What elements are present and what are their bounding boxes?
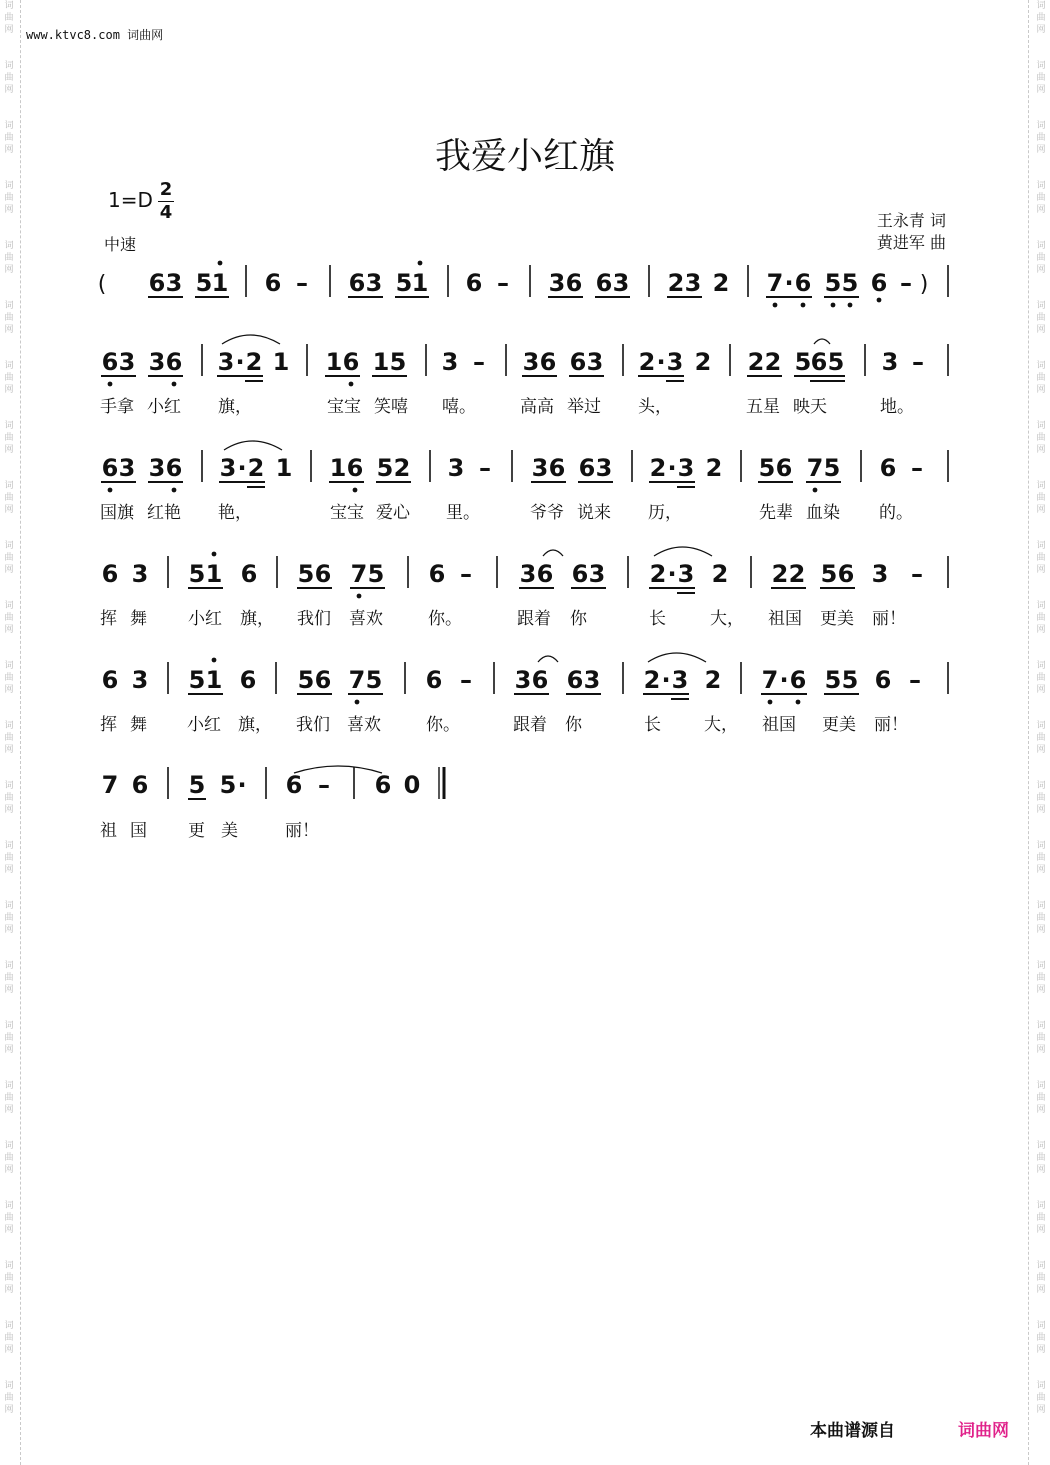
watermark-text: 词 曲 网 bbox=[4, 901, 14, 935]
lyric: 你 bbox=[570, 609, 587, 629]
note: 5 bbox=[297, 560, 315, 588]
slur-arc bbox=[538, 656, 558, 662]
watermark-text: 词 曲 网 bbox=[4, 1321, 14, 1355]
note: 6 bbox=[465, 269, 483, 297]
lyric: 宝宝 bbox=[330, 503, 364, 523]
note: 6 bbox=[101, 454, 119, 482]
note: 2 bbox=[704, 666, 722, 694]
song-title: 我爱小红旗 bbox=[434, 136, 615, 177]
composer: 黄进军 曲 bbox=[876, 233, 946, 252]
low-octave-dot bbox=[848, 303, 853, 308]
watermark-text: 词 曲 网 bbox=[4, 181, 14, 215]
note: 3 bbox=[612, 269, 630, 297]
note: 2 bbox=[694, 348, 712, 376]
lyric: 举过 bbox=[567, 397, 601, 417]
watermark-text: 词 曲 网 bbox=[1036, 541, 1046, 575]
note: 1 bbox=[329, 454, 347, 482]
watermark-text: 词 曲 网 bbox=[1036, 1021, 1046, 1055]
note: 6 bbox=[425, 666, 443, 694]
note: 5 bbox=[188, 666, 206, 694]
note: 5 bbox=[376, 454, 394, 482]
note: 6 bbox=[874, 666, 892, 694]
note: 5 bbox=[841, 269, 859, 297]
lyric: 舞 bbox=[130, 715, 147, 735]
note: – bbox=[479, 454, 491, 482]
note: 6 bbox=[240, 560, 258, 588]
note: 6 bbox=[165, 454, 183, 482]
note: 2 bbox=[638, 348, 656, 376]
note: 5 bbox=[758, 454, 776, 482]
high-octave-dot bbox=[212, 552, 217, 557]
time-top: 2 bbox=[159, 179, 173, 200]
note: 6 bbox=[346, 454, 364, 482]
lyric: 嘻。 bbox=[442, 397, 476, 417]
note: 3 bbox=[118, 348, 136, 376]
note: 1 bbox=[272, 348, 290, 376]
lyric: 更美 bbox=[822, 715, 856, 735]
time-bottom: 4 bbox=[159, 202, 173, 223]
tempo-marking: 中速 bbox=[104, 235, 137, 254]
lyric: 说来 bbox=[577, 503, 611, 523]
lyric: 你。 bbox=[428, 609, 462, 629]
note: 3 bbox=[148, 454, 166, 482]
low-octave-dot bbox=[357, 594, 362, 599]
note: 6 bbox=[595, 269, 613, 297]
lyric: 丽！ bbox=[872, 609, 906, 629]
note: · bbox=[237, 771, 247, 799]
note: 0 bbox=[403, 771, 421, 799]
note: 7 bbox=[101, 771, 119, 799]
note: 6 bbox=[264, 269, 282, 297]
watermark-text: 词 曲 网 bbox=[1036, 1201, 1046, 1235]
note: 5 bbox=[367, 560, 385, 588]
lyric: 我们 bbox=[297, 609, 331, 629]
note: 1 bbox=[325, 348, 343, 376]
slur-arc bbox=[654, 547, 712, 556]
lyric: 宝宝 bbox=[327, 397, 361, 417]
watermark-text: 词 曲 网 bbox=[1036, 1381, 1046, 1415]
note: 1 bbox=[372, 348, 390, 376]
watermark-text: 词 曲 网 bbox=[1036, 61, 1046, 95]
lyric: 爷爷 bbox=[530, 503, 564, 523]
note: 7 bbox=[766, 269, 784, 297]
note: 6 bbox=[569, 348, 587, 376]
watermark-text: 词 曲 网 bbox=[4, 361, 14, 395]
lyric: 地。 bbox=[880, 397, 914, 417]
lyric: 的。 bbox=[879, 503, 913, 523]
watermark-text: 词 曲 网 bbox=[4, 781, 14, 815]
watermark-text: 词 曲 网 bbox=[4, 1021, 14, 1055]
watermark-text: 词 曲 网 bbox=[4, 1201, 14, 1235]
note: 3 bbox=[671, 666, 689, 694]
lyric: 小红 bbox=[188, 609, 222, 629]
note: 6 bbox=[789, 666, 807, 694]
watermark-text: 词 曲 网 bbox=[1036, 1141, 1046, 1175]
watermark-text: 词 曲 网 bbox=[1036, 481, 1046, 515]
note: 6 bbox=[571, 560, 589, 588]
watermark-text: 词 曲 网 bbox=[1036, 721, 1046, 755]
watermark-text: 词 曲 网 bbox=[4, 421, 14, 455]
footer-source-name: 词曲网 bbox=[958, 1421, 1009, 1441]
note: 3 bbox=[871, 560, 889, 588]
lyric: 手拿 bbox=[100, 397, 134, 417]
note: 2 bbox=[649, 454, 667, 482]
low-octave-dot bbox=[768, 700, 773, 705]
watermark-text: 词 曲 网 bbox=[4, 301, 14, 335]
note: 2 bbox=[711, 560, 729, 588]
slur-arc bbox=[543, 550, 563, 556]
lyric: 祖国 bbox=[762, 715, 796, 735]
note: 7 bbox=[806, 454, 824, 482]
note: 2 bbox=[649, 560, 667, 588]
note: – bbox=[460, 666, 472, 694]
note: – bbox=[296, 269, 308, 297]
lyric: 大， bbox=[710, 609, 744, 629]
note: 1 bbox=[275, 454, 293, 482]
note: 5 bbox=[195, 269, 213, 297]
slur-arc bbox=[222, 335, 280, 344]
lyric: 旗， bbox=[238, 715, 272, 735]
note: – bbox=[473, 348, 485, 376]
note: 6 bbox=[566, 666, 584, 694]
watermark-text: 词 曲 网 bbox=[1036, 1, 1046, 35]
lyric: 舞 bbox=[130, 609, 147, 629]
note: 2 bbox=[705, 454, 723, 482]
note: 6 bbox=[374, 771, 392, 799]
lyric: 小红 bbox=[147, 397, 181, 417]
watermark-text: 词 曲 网 bbox=[4, 1381, 14, 1415]
note: – bbox=[911, 560, 923, 588]
lyric: 跟着 bbox=[513, 715, 547, 735]
note: · bbox=[667, 454, 677, 482]
lyricist: 王永青 词 bbox=[876, 211, 946, 230]
note: – bbox=[318, 771, 330, 799]
lyric: 五星 bbox=[746, 397, 780, 417]
note: · bbox=[235, 348, 245, 376]
note: 5 bbox=[824, 269, 842, 297]
high-octave-dot bbox=[418, 261, 423, 266]
lyric: 红艳 bbox=[147, 503, 181, 523]
watermark-text: 词 曲 网 bbox=[4, 1081, 14, 1115]
low-octave-dot bbox=[108, 382, 113, 387]
lyric: 里。 bbox=[446, 503, 480, 523]
lyric: 长 bbox=[649, 609, 666, 629]
note: 5 bbox=[841, 666, 859, 694]
note: 5 bbox=[827, 348, 845, 376]
slur-arc bbox=[224, 441, 282, 450]
lyric: 你。 bbox=[426, 715, 460, 735]
watermark-text: 词 曲 网 bbox=[4, 1261, 14, 1295]
note: 6 bbox=[536, 560, 554, 588]
watermark-text: 词 曲 网 bbox=[1036, 121, 1046, 155]
lyric: 大， bbox=[704, 715, 738, 735]
note: 6 bbox=[428, 560, 446, 588]
note: 3 bbox=[447, 454, 465, 482]
watermark-text: 词 曲 网 bbox=[4, 121, 14, 155]
note: · bbox=[784, 269, 794, 297]
lyric: 你 bbox=[565, 715, 582, 735]
note: 3 bbox=[217, 348, 235, 376]
note: – bbox=[911, 454, 923, 482]
note: 6 bbox=[539, 348, 557, 376]
note: 6 bbox=[314, 560, 332, 588]
high-octave-dot bbox=[218, 261, 223, 266]
watermark-text: 词 曲 网 bbox=[1036, 361, 1046, 395]
watermark-text: 词 曲 网 bbox=[1036, 901, 1046, 935]
note: 7 bbox=[350, 560, 368, 588]
note: 6 bbox=[879, 454, 897, 482]
watermark-text: 词 曲 网 bbox=[4, 541, 14, 575]
note: – bbox=[460, 560, 472, 588]
note: · bbox=[656, 348, 666, 376]
low-octave-dot bbox=[172, 382, 177, 387]
watermark-text: 词 曲 网 bbox=[4, 721, 14, 755]
note: 2 bbox=[712, 269, 730, 297]
note: 6 bbox=[870, 269, 888, 297]
note: 3 bbox=[165, 269, 183, 297]
high-octave-dot bbox=[212, 658, 217, 663]
note: 6 bbox=[148, 269, 166, 297]
watermark-text: 词 曲 网 bbox=[4, 241, 14, 275]
lyric: 挥 bbox=[100, 609, 117, 629]
note: 2 bbox=[245, 348, 263, 376]
note: 6 bbox=[837, 560, 855, 588]
note: 2 bbox=[788, 560, 806, 588]
note: 5 bbox=[823, 454, 841, 482]
note: 3 bbox=[595, 454, 613, 482]
low-octave-dot bbox=[813, 488, 818, 493]
watermark-text: 词 曲 网 bbox=[1036, 241, 1046, 275]
lyric: 艳， bbox=[218, 503, 252, 523]
note: 3 bbox=[586, 348, 604, 376]
note: 3 bbox=[666, 348, 684, 376]
note: · bbox=[667, 560, 677, 588]
note: 6 bbox=[794, 269, 812, 297]
note: 7 bbox=[761, 666, 779, 694]
note: · bbox=[237, 454, 247, 482]
note: 3 bbox=[588, 560, 606, 588]
slur-arc bbox=[648, 653, 706, 662]
watermark-text: 词 曲 网 bbox=[1036, 781, 1046, 815]
note: 6 bbox=[101, 560, 119, 588]
note: 5 bbox=[188, 560, 206, 588]
lyric: 更美 bbox=[820, 609, 854, 629]
note: 5 bbox=[824, 666, 842, 694]
lyric: 小红 bbox=[187, 715, 221, 735]
note: 6 bbox=[165, 348, 183, 376]
lyric: 国 bbox=[130, 821, 147, 841]
note: 6 bbox=[578, 454, 596, 482]
note: – bbox=[912, 348, 924, 376]
note: 3 bbox=[365, 269, 383, 297]
lyric: 高高 bbox=[520, 397, 554, 417]
lyric: 头， bbox=[638, 397, 672, 417]
low-octave-dot bbox=[801, 303, 806, 308]
watermark-text: 词 曲 网 bbox=[1036, 601, 1046, 635]
note: 2 bbox=[393, 454, 411, 482]
note: 3 bbox=[219, 454, 237, 482]
note: 5 bbox=[297, 666, 315, 694]
lyric: 旗， bbox=[240, 609, 274, 629]
low-octave-dot bbox=[773, 303, 778, 308]
note: 6 bbox=[101, 666, 119, 694]
low-octave-dot bbox=[831, 303, 836, 308]
watermark-text: 词 曲 网 bbox=[1036, 421, 1046, 455]
note: 2 bbox=[643, 666, 661, 694]
watermark-text: 词 曲 网 bbox=[4, 1, 14, 35]
watermark-text: 词 曲 网 bbox=[4, 601, 14, 635]
note: 6 bbox=[342, 348, 360, 376]
lyric: 祖 bbox=[100, 821, 117, 841]
note: 6 bbox=[314, 666, 332, 694]
watermark-text: 词 曲 网 bbox=[4, 661, 14, 695]
lyric: 丽！ bbox=[285, 821, 319, 841]
lyric: 我们 bbox=[296, 715, 330, 735]
note: 3 bbox=[118, 454, 136, 482]
tie-arc bbox=[294, 766, 382, 773]
key-signature: 1=D bbox=[108, 188, 153, 212]
lyric: 旗， bbox=[218, 397, 252, 417]
note: 5 bbox=[820, 560, 838, 588]
note: 3 bbox=[131, 666, 149, 694]
note: 2 bbox=[747, 348, 765, 376]
note: – bbox=[497, 269, 509, 297]
note: 1 bbox=[205, 666, 223, 694]
watermark-text: 词 曲 网 bbox=[1036, 841, 1046, 875]
note: 3 bbox=[677, 454, 695, 482]
low-octave-dot bbox=[349, 382, 354, 387]
note: ( bbox=[97, 272, 107, 297]
watermark-text: 词 曲 网 bbox=[1036, 661, 1046, 695]
note: 3 bbox=[522, 348, 540, 376]
lyric: 笑嘻 bbox=[374, 397, 408, 417]
note: 1 bbox=[411, 269, 429, 297]
lyric: 先辈 bbox=[759, 503, 793, 523]
note: 6 bbox=[531, 666, 549, 694]
note: – bbox=[909, 666, 921, 694]
note: 3 bbox=[881, 348, 899, 376]
note: 3 bbox=[531, 454, 549, 482]
low-octave-dot bbox=[877, 298, 882, 303]
low-octave-dot bbox=[353, 488, 358, 493]
lyric: 映天 bbox=[793, 397, 827, 417]
lyric: 国旗 bbox=[100, 503, 134, 523]
lyric: 爱心 bbox=[376, 503, 410, 523]
watermark-text: 词 曲 网 bbox=[1036, 1321, 1046, 1355]
watermark-text: 词 曲 网 bbox=[1036, 1261, 1046, 1295]
note: 3 bbox=[441, 348, 459, 376]
note: 6 bbox=[239, 666, 257, 694]
note: 5 bbox=[188, 771, 206, 799]
lyric: 历， bbox=[648, 503, 682, 523]
note: 6 bbox=[101, 348, 119, 376]
site-url: www.ktvc8.com 词曲网 bbox=[26, 28, 164, 42]
note: 5 bbox=[794, 348, 812, 376]
note: · bbox=[661, 666, 671, 694]
note: 3 bbox=[548, 269, 566, 297]
note: 1 bbox=[205, 560, 223, 588]
watermark-text: 词 曲 网 bbox=[4, 61, 14, 95]
note: 6 bbox=[548, 454, 566, 482]
note: 2 bbox=[771, 560, 789, 588]
note: 3 bbox=[148, 348, 166, 376]
watermark-text: 词 曲 网 bbox=[4, 961, 14, 995]
slur-arc bbox=[814, 339, 830, 344]
note: 6 bbox=[810, 348, 828, 376]
watermark-text: 词 曲 网 bbox=[4, 841, 14, 875]
note: 6 bbox=[775, 454, 793, 482]
lyric: 血染 bbox=[806, 503, 840, 523]
note: 6 bbox=[285, 771, 303, 799]
watermark-text: 词 曲 网 bbox=[1036, 181, 1046, 215]
note: 3 bbox=[684, 269, 702, 297]
low-octave-dot bbox=[355, 700, 360, 705]
note: 1 bbox=[211, 269, 229, 297]
note: 3 bbox=[677, 560, 695, 588]
lyric: 跟着 bbox=[517, 609, 551, 629]
note: 5 bbox=[395, 269, 413, 297]
lyric: 丽！ bbox=[874, 715, 908, 735]
lyric: 长 bbox=[644, 715, 661, 735]
lyric: 更 bbox=[188, 821, 205, 841]
note: 7 bbox=[348, 666, 366, 694]
lyric: 挥 bbox=[100, 715, 117, 735]
note: 2 bbox=[764, 348, 782, 376]
note: ) bbox=[919, 272, 929, 297]
footer-source-label: 本曲谱源自 bbox=[810, 1421, 895, 1441]
note: 5 bbox=[389, 348, 407, 376]
low-octave-dot bbox=[108, 488, 113, 493]
note: 6 bbox=[565, 269, 583, 297]
note: 3 bbox=[519, 560, 537, 588]
watermark-text: 词 曲 网 bbox=[1036, 961, 1046, 995]
note: 2 bbox=[247, 454, 265, 482]
low-octave-dot bbox=[796, 700, 801, 705]
watermark-text: 词 曲 网 bbox=[1036, 1081, 1046, 1115]
lyric: 喜欢 bbox=[347, 715, 381, 735]
note: 3 bbox=[583, 666, 601, 694]
note: 5 bbox=[365, 666, 383, 694]
note: 6 bbox=[131, 771, 149, 799]
note: 6 bbox=[348, 269, 366, 297]
note: · bbox=[779, 666, 789, 694]
note: 3 bbox=[514, 666, 532, 694]
note: 5 bbox=[219, 771, 237, 799]
watermark-text: 词 曲 网 bbox=[4, 1141, 14, 1175]
note: – bbox=[900, 269, 912, 297]
watermark-text: 词 曲 网 bbox=[4, 481, 14, 515]
lyric: 喜欢 bbox=[349, 609, 383, 629]
lyric: 美 bbox=[221, 821, 238, 841]
note: 2 bbox=[667, 269, 685, 297]
lyric: 祖国 bbox=[768, 609, 802, 629]
low-octave-dot bbox=[172, 488, 177, 493]
watermark-text: 词 曲 网 bbox=[1036, 301, 1046, 335]
note: 3 bbox=[131, 560, 149, 588]
